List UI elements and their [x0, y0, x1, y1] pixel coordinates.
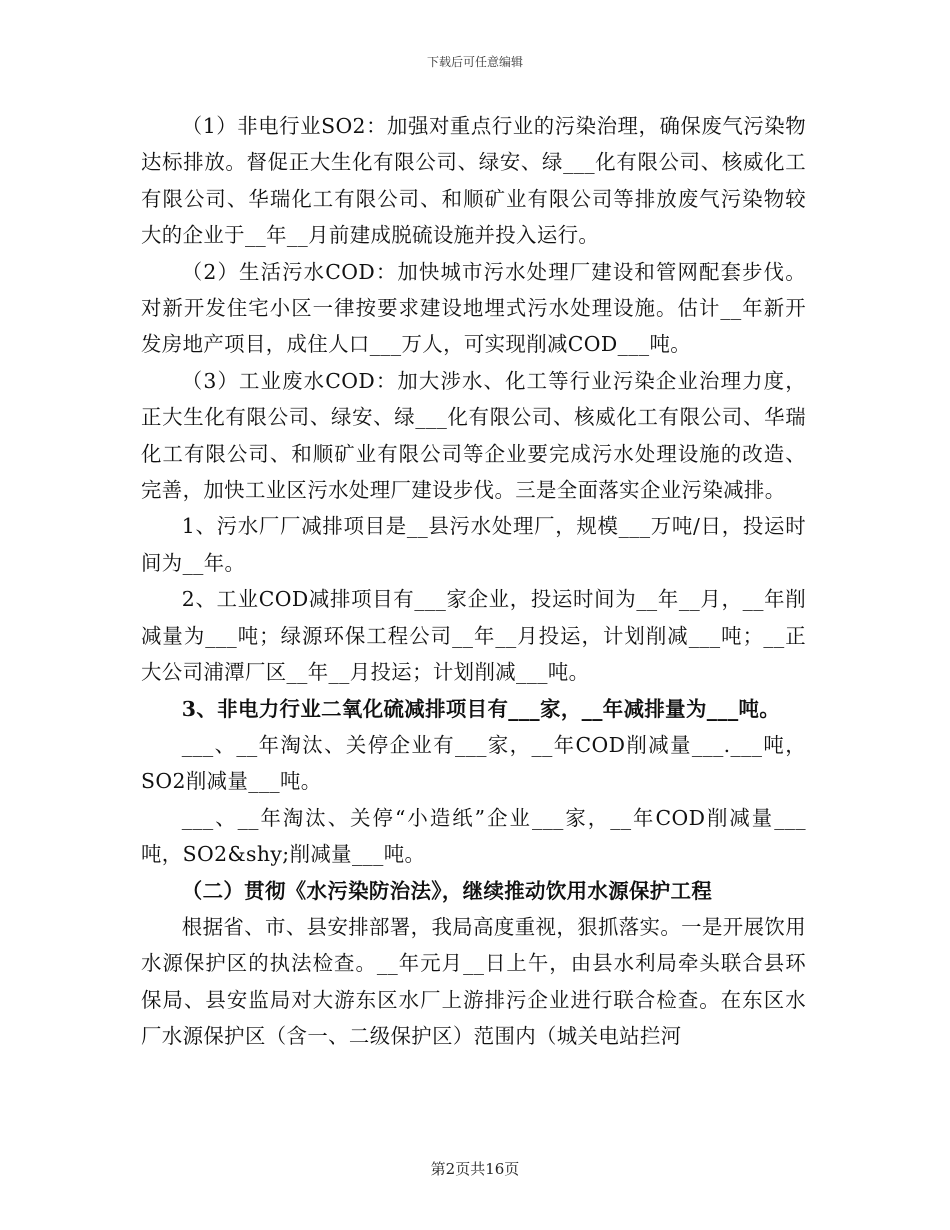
paragraph-industrial-wastewater-cod: （3）工业废水COD：加大涉水、化工等行业污染企业治理力度，正大生化有限公司、绿安、绿___化有限公司、核威化工有限公司、华瑞化工有限公司、和顺矿业有限公司等企业要完成污水处理设施的改造、完善，加快工业区污水处理厂建设步伐。三是全面落实企业污染减排。	[141, 368, 806, 503]
paragraph-non-power-so2: （1）非电行业SO2：加强对重点行业的污染治理，确保废气污染物达标排放。督促正大生化有限公司、绿安、绿___化有限公司、核威化工有限公司、华瑞化工有限公司、和顺矿业有限公司等排放废气污染物较大的企业于__年__月前建成脱硫设施并投入运行。	[141, 114, 806, 248]
section-heading-water-law: （二）贯彻《水污染防治法》，继续推动饮用水源保护工程	[181, 878, 713, 903]
paragraph-domestic-sewage-cod: （2）生活污水COD：加快城市污水处理厂建设和管网配套步伐。对新开发住宅小区一律按要求建设地埋式污水处理设施。估计__年新开发房地产项目，成住人口___万人，可实现削减COD___吨。	[141, 259, 806, 357]
document-body	[141, 108, 806, 1055]
page-header: 下载后可任意编辑	[426, 55, 523, 69]
paragraph-item-2-industrial-cod: 2、工业COD减排项目有___家企业，投运时间为__年__月，__年削减量为___吨；绿源环保工程公司__年__月投运，计划削减___吨；__正大公司浦潭厂区__年__月投运；计划削减___吨。	[141, 587, 806, 685]
paragraph-water-source-inspection: 根据省、市、县安排部署，我局高度重视，狠抓落实。一是开展饮用水源保护区的执法检查。__年元月__日上午，由县水利局牵头联合县环保局、县安监局对大游东区水厂上游排污企业进行联合检查。在东区水厂水源保护区（含一、二级保护区）范围内（城关电站拦河	[141, 914, 806, 1049]
paragraph-item-3-so2-heading: 3、非电力行业二氧化硫减排项目有___家，__年减排量为___吨。	[181, 696, 781, 721]
page-footer: 第2页共16页	[430, 1160, 520, 1178]
paragraph-small-paper-mills: ___、__年淘汰、关停“小造纸”企业___家，__年COD削减量___吨，SO2&shy;削减量___吨。	[141, 805, 806, 867]
paragraph-item-1-sewage-plant: 1、污水厂厂减排项目是__县污水处理厂，规模___万吨/日，投运时间为__年。	[141, 514, 806, 575]
paragraph-elimination-enterprises: ___、__年淘汰、关停企业有___家，__年COD削减量___.___吨，SO2削减量___吨。	[141, 732, 806, 794]
